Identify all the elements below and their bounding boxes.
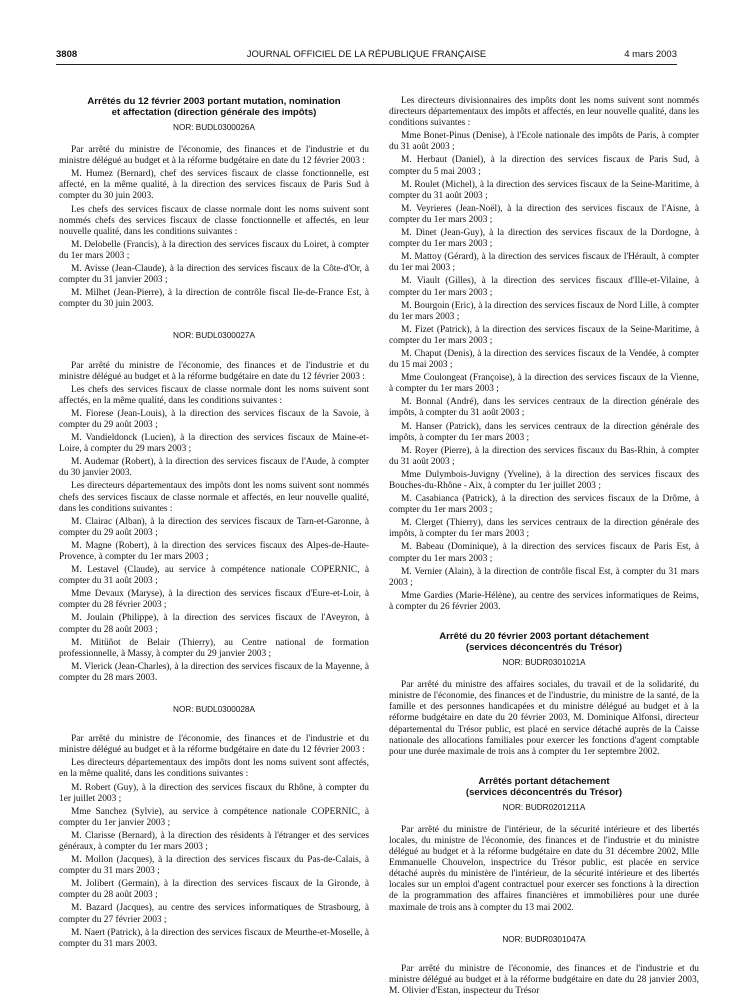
right-column [389, 96, 699, 999]
paragraph: Les directeurs départementaux des impôts dont les noms suivent sont nommés chefs des services fiscaux de classe normale et affectés, en leur nouvelle qualité, dans les conditions suivantes : [59, 481, 369, 514]
paragraph: M. Fiorese (Jean-Louis), à la direction des services fiscaux de la Savoie, à compter du 29 août 2003 ; [59, 408, 369, 430]
paragraph: M. Fizet (Patrick), à la direction des services fiscaux de la Seine-Maritime, à compter du 1er mars 2003 ; [389, 324, 699, 346]
paragraph: Par arrêté du ministre de l'économie, des finances et de l'industrie et du ministre délégué au budget et à la réforme budgétaire en date du 12 février 2003 : [59, 360, 369, 382]
decree-section-detachement-3 [389, 934, 699, 997]
paragraph: M. Magne (Robert), à la direction des services fiscaux des Alpes-de-Haute-Provence, à compter du 1er mars 2003 ; [59, 540, 369, 562]
paragraph: M. Robert (Guy), à la direction des services fiscaux du Rhône, à compter du 1er juillet 2003 ; [59, 782, 369, 804]
paragraph: Par arrêté du ministre de l'économie, des finances et de l'industrie et du ministre délégué au budget et à la réforme budgétaire en date du 28 janvier 2003, M. Olivier d'Estan, inspecteur du Trésor [389, 963, 699, 996]
paragraph: M. Roulet (Michel), à la direction des services fiscaux de la Seine-Maritime, à compter du 31 août 2003 ; [389, 179, 699, 201]
paragraph: M. Naert (Patrick), à la direction des services fiscaux de Meurthe-et-Moselle, à compter du 31 mars 2003. [59, 927, 369, 949]
page-header [56, 49, 677, 63]
header-rule [56, 64, 677, 65]
paragraph: M. Herbaut (Daniel), à la direction des services fiscaux de Paris Sud, à compter du 5 mai 2003 ; [389, 155, 699, 177]
paragraph: M. Delobelle (Francis), à la direction des services fiscaux du Loiret, à compter du 1er mars 2003 ; [59, 239, 369, 261]
paragraph: Par arrêté du ministre de l'économie, des finances et de l'industrie et du ministre délégué au budget et à la réforme budgétaire en date du 12 février 2003 : [59, 734, 369, 756]
page-number: 3808 [56, 49, 78, 60]
paragraph: M. Clairac (Alban), à la direction des services fiscaux de Tarn-et-Garonne, à compter du 29 août 2003 ; [59, 516, 369, 538]
paragraph: Mme Sanchez (Sylvie), au service à compétence nationale COPERNIC, à compter du 1er janvier 2003 ; [59, 806, 369, 828]
paragraph: M. Viault (Gilles), à la direction des services fiscaux d'Ille-et-Vilaine, à compter du 1er mars 2003 ; [389, 276, 699, 298]
paragraph: Mme Devaux (Maryse), à la direction des services fiscaux d'Eure-et-Loir, à compter du 28 février 2003 ; [59, 589, 369, 611]
paragraph: Mme Bonet-Pinus (Denise), à l'Ecole nationale des impôts de Paris, à compter du 31 août 2003 ; [389, 131, 699, 153]
decree-section-2 [59, 330, 369, 684]
paragraph: Les directeurs divisionnaires des impôts dont les noms suivent sont nommés directeurs départementaux des impôts et affectés, en leur nouvelle qualité, dans les conditions suivantes : [389, 96, 699, 129]
paragraph: M. Joulain (Philippe), à la direction des services fiscaux de l'Aveyron, à compter du 28 août 2003 ; [59, 613, 369, 635]
nor-reference: NOR: BUDL0300026A [173, 123, 255, 132]
decree-section-1 [59, 96, 369, 310]
decree-section-3 [59, 704, 369, 950]
section-title: Arrêtés du 12 février 2003 portant mutation, nomination et affectation (direction générale des impôts) [87, 96, 341, 118]
nor-reference: NOR: BUDL0300028A [173, 705, 255, 715]
paragraph: Par arrêté du ministre de l'économie, des finances et de l'industrie et du ministre délégué au budget et à la réforme budgétaire en date du 12 février 2003 : [59, 145, 369, 167]
paragraph: M. Humez (Bernard), chef des services fiscaux de classe fonctionnelle, est affecté, en la même qualité, à la direction des services fiscaux de Paris Sud à compter du 30 juin 2003. [59, 169, 369, 202]
paragraph: M. Mattoy (Gérard), à la direction des services fiscaux de l'Hérault, à compter du 1er mai 2003 ; [389, 252, 699, 274]
section-title: Arrêté du 20 février 2003 portant détachement (services déconcentrés du Trésor) [439, 631, 649, 654]
paragraph: M. Babeau (Dominique), à la direction des services fiscaux de Paris Est, à compter du 1er mars 2003 ; [389, 542, 699, 564]
nor-reference: NOR: BUDR0201211A [502, 802, 586, 812]
nor-reference: NOR: BUDL0300027A [173, 331, 255, 341]
paragraph: Par arrêté du ministre des affaires sociales, du travail et de la solidarité, du ministre de l'économie, des finances et de l'industrie, du ministre de la santé, de la famille et des personnes handicapées et du ministre délégué au budget et à la réforme budgétaire en date du 20 février 2003, M. Dominique Alfonsi, directeur départemental du Trésor public, est placé en service détaché auprès de la Caisse nationale des allocations familiales pour exercer les fonctions d'agent comptable pour une durée maximale de trois ans à compter du 1er septembre 2002. [389, 680, 699, 757]
paragraph: Mme Dulymbois-Juvigny (Yveline), à la direction des services fiscaux des Bouches-du-Rhône - Aix, à compter du 1er juillet 2003 ; [389, 469, 699, 491]
paragraph: M. Mitüñot de Belair (Thierry), au Centre national de formation professionnelle, à Massy, à compter du 29 janvier 2003 ; [59, 637, 369, 659]
paragraph: M. Vlerick (Jean-Charles), à la direction des services fiscaux de la Mayenne, à compter du 28 mars 2003. [59, 661, 369, 683]
paragraph: M. Royer (Pierre), à la direction des services fiscaux du Bas-Rhin, à compter du 31 août 2003 ; [389, 445, 699, 467]
paragraph: M. Jolibert (Germain), à la direction des services fiscaux de la Gironde, à compter du 28 août 2003 ; [59, 879, 369, 901]
paragraph: Mme Coulongeat (Françoise), à la direction des services fiscaux de la Vienne, à compter du 1er mars 2003 ; [389, 373, 699, 395]
paragraph: M. Vandieldonck (Lucien), à la direction des services fiscaux de Maine-et-Loire, à compter du 29 mars 2003 ; [59, 433, 369, 455]
section-title: Arrêtés portant détachement (services déconcentrés du Trésor) [465, 775, 623, 798]
paragraph: M. Clerget (Thierry), dans les services centraux de la direction générale des impôts, à compter du 1er mars 2003 ; [389, 518, 699, 540]
paragraph: M. Bonnal (André), dans les services centraux de la direction générale des impôts, à compter du 31 août 2003 ; [389, 397, 699, 419]
paragraph: M. Casabianca (Patrick), à la direction des services fiscaux de la Drôme, à compter du 1er mars 2003 ; [389, 494, 699, 516]
paragraph: M. Avisse (Jean-Claude), à la direction des services fiscaux de la Côte-d'Or, à compter du 31 janvier 2003 ; [59, 264, 369, 286]
paragraph: Mme Gardies (Marie-Hélène), au centre des services informatiques de Reims, à compter du 26 février 2003. [389, 590, 699, 612]
paragraph: M. Hanser (Patrick), dans les services centraux de la direction générale des impôts, à compter du 1er mars 2003 ; [389, 421, 699, 443]
paragraph: M. Clarisse (Bernard), à la direction des résidents à l'étranger et des services généraux, à compter du 1er mars 2003 ; [59, 830, 369, 852]
issue-date: 4 mars 2003 [624, 49, 677, 60]
decree-section-continued [389, 96, 699, 613]
left-column [59, 96, 369, 952]
paragraph: M. Audemar (Robert), à la direction des services fiscaux de l'Aude, à compter du 30 janvier 2003. [59, 457, 369, 479]
paragraph: M. Bourgoin (Eric), à la direction des services fiscaux de Nord Lille, à compter du 1er mars 2003 ; [389, 300, 699, 322]
paragraph: M. Chaput (Denis), à la direction des services fiscaux de la Vendée, à compter du 15 mai 2003 ; [389, 348, 699, 371]
decree-section-detachement-1 [389, 631, 699, 758]
paragraph: M. Mollon (Jacques), à la direction des services fiscaux du Pas-de-Calais, à compter du 31 mars 2003 ; [59, 855, 369, 877]
decree-section-detachement-2 [389, 776, 699, 914]
nor-reference: NOR: BUDR0301021A [502, 658, 586, 668]
nor-reference: NOR: BUDR0301047A [502, 934, 586, 944]
paragraph: Les chefs des services fiscaux de classe normale dont les noms suivent sont nommés chefs des services fiscaux de classe fonctionnelle et affectés, en leur nouvelle qualité, dans les conditions suivantes : [59, 204, 369, 237]
paragraph: Par arrêté du ministre de l'intérieur, de la sécurité intérieure et des libertés locales, du ministre de l'économie, des finances et de l'industrie et du ministre délégué au budget et à la réforme budgétaire en date du 31 décembre 2002, Mlle Emmanuelle Chouvelon, inspectrice du Trésor public, est placée en service détaché auprès du ministère de l'intérieur, de la sécurité intérieure et des libertés locales sur un emploi d'agent contractuel pour exercer ses fonctions à la direction de la programmation des affaires financières et immobilières pour une durée maximale de trois ans à compter du 13 mai 2002. [389, 824, 699, 913]
paragraph: M. Dinet (Jean-Guy), à la direction des services fiscaux de la Dordogne, à compter du 1er mars 2003 ; [389, 228, 699, 250]
paragraph: M. Milhet (Jean-Pierre), à la direction de contrôle fiscal Ile-de-France Est, à compter du 30 juin 2003. [59, 288, 369, 310]
journal-title: JOURNAL OFFICIEL DE LA RÉPUBLIQUE FRANÇAISE [246, 49, 487, 60]
paragraph: Les chefs des services fiscaux de classe normale dont les noms suivent sont affectés, en la même qualité, dans les conditions suivantes : [59, 384, 369, 406]
paragraph: M. Lestavel (Claude), au service à compétence nationale COPERNIC, à compter du 31 août 2003 ; [59, 565, 369, 587]
paragraph: M. Veyrieres (Jean-Noël), à la direction des services fiscaux de l'Aisne, à compter du 1er mars 2003 ; [389, 203, 699, 225]
paragraph: Les directeurs départementaux des impôts dont les noms suivent sont affectés, en la même qualité, dans les conditions suivantes : [59, 758, 369, 780]
paragraph: M. Bazard (Jacques), au centre des services informatiques de Strasbourg, à compter du 27 février 2003 ; [59, 903, 369, 925]
paragraph: M. Vernier (Alain), à la direction de contrôle fiscal Est, à compter du 31 mars 2003 ; [389, 566, 699, 588]
